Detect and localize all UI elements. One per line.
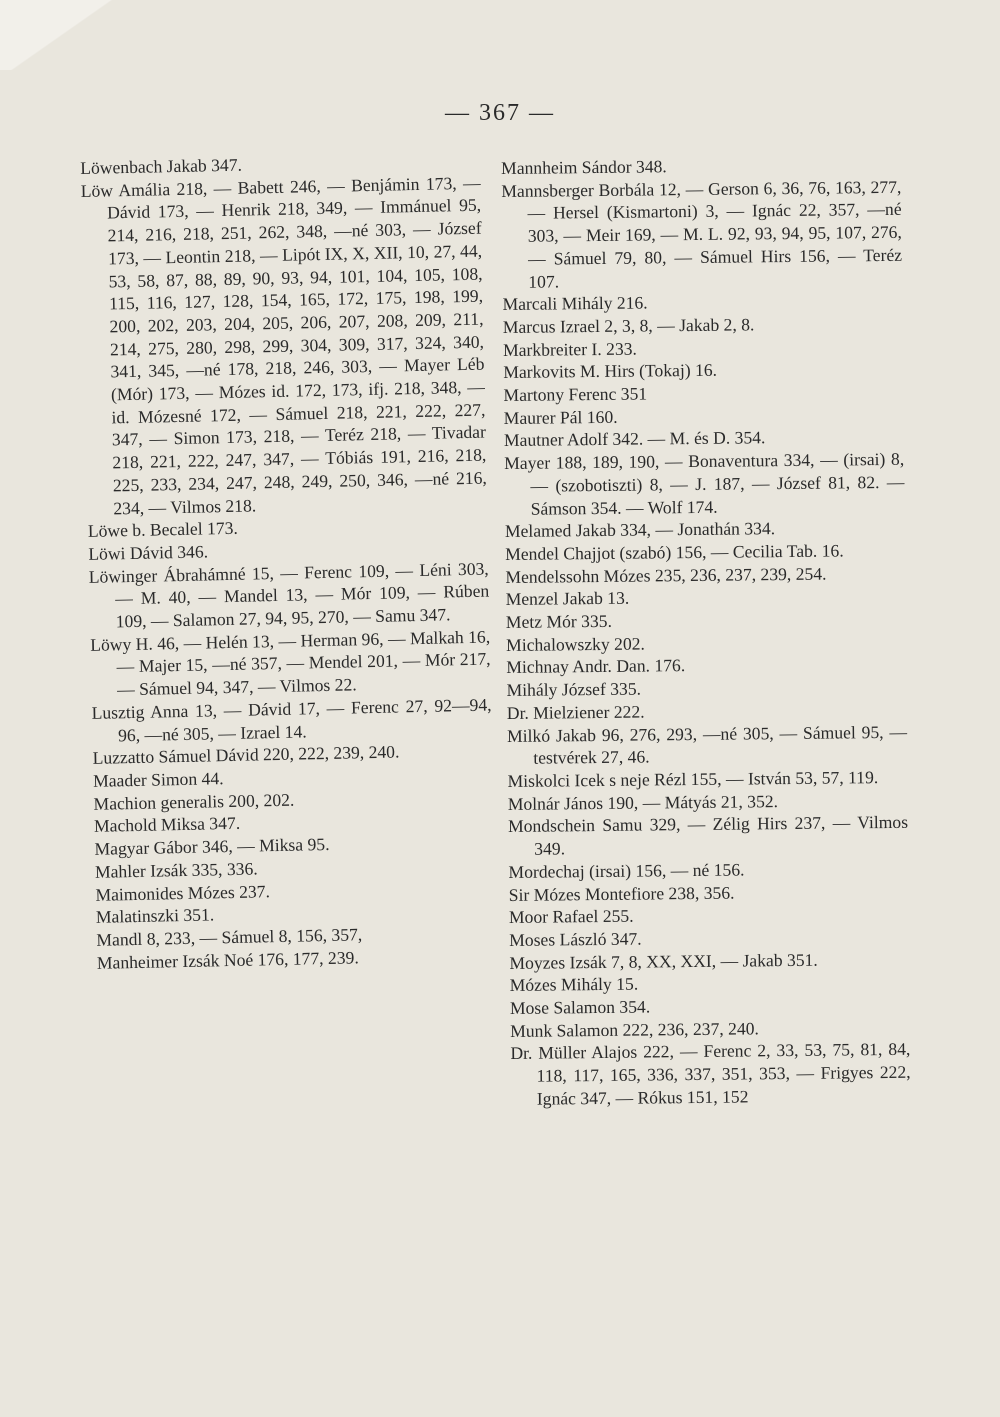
index-entry-maader: Maader Simon 44. <box>92 768 224 791</box>
index-entry: Lusztig Anna 13, — Dávid 17, — Ferenc 27, 92—94, 96, —né 305, — Izrael 14. <box>91 694 492 745</box>
index-entry: Molnár János 190, — Mátyás 21, 352. <box>507 790 779 814</box>
index-entry: Michnay Andr. Dan. 176. <box>506 655 686 678</box>
index-entry: Marcus Izrael 2, 3, 8, — Jakab 2, 8. <box>502 314 755 337</box>
index-entry: Moyzes Izsák 7, 8, XX, XXI, — Jakab 351. <box>509 949 818 973</box>
index-entry: Milkó Jakab 96, 276, 293, —né 305, — Sámuel 95, — testvérek 27, 46. <box>506 721 908 768</box>
index-entry: Melamed Jakab 334, — Jonathán 334. <box>504 518 776 542</box>
index-entry: Mendelssohn Mózes 235, 236, 237, 239, 254. <box>505 563 827 587</box>
index-entry: Michalowszky 202. <box>506 633 645 655</box>
index-entry: Dr. Müller Alajos 222, — Ferenc 2, 33, 53, 75, 81, 84, 118, 117, 165, 336, 337, 351, 353, — Frigyes 222, Ignác 347, — Rókus 151, 152 <box>510 1039 911 1109</box>
index-entry: Manheimer Izsák Noé 176, 177, 239. <box>96 946 359 973</box>
index-entry: Machold Miksa 347. <box>93 813 241 837</box>
index-entry: Metz Mór 335. <box>505 610 613 633</box>
index-entry: Menzel Jakab 13. <box>505 588 630 610</box>
index-entry: Löwinger Ábrahámné 15, — Ferenc 109, — Léni 303, — M. 40, — Mandel 13, — Mór 109, — Rúben 109, — Salamon 27, 94, 95, 270, — Samu 347. <box>88 558 490 632</box>
page-number: — 367 — <box>445 100 555 126</box>
index-entry: Moor Rafael 255. <box>508 905 634 928</box>
index-entry: Machion generalis 200, 202. <box>93 789 295 814</box>
index-entry: Maurer Pál 160. <box>503 406 618 428</box>
index-entry: Maimonides Mózes 237. <box>95 880 271 905</box>
index-column-right <box>501 153 911 1111</box>
page-corner-fold <box>0 0 130 70</box>
index-entry: Moses László 347. <box>509 928 642 950</box>
index-entry: Löwe b. Becalel 173. <box>87 518 239 542</box>
index-entry: Mahler Izsák 335, 336. <box>94 858 258 882</box>
index-entry: Löw Amália 218, — Babett 246, — Benjámin 173, — Dávid 173, — Henrik 218, 349, — Immánuel 95, 214, 216, 218, 251, 262, 348, —né 303, — József 173, — Leontin 218, — Lipót IX, X, XII, 10, 27, 44, 53, 58, 87, 88, 89, 90, 93, 94, 101, 104, 105, 108, 115, 116, 127, 128, 154, 165, 172, 175, 198, 199, 200, 202, 203, 204, 205, 206, 207, 208, 209, 211, 214, 275, 280, 298, 299, 304, 309, 317, 324, 340, 341, 345, —né 178, 218, 246, 303, — Mayer Léb (Mór) 173, — Mózes id. 172, 173, ifj. 218, 348, — id. Mózesné 172, — Sámuel 218, 221, 222, 227, 347, — Simon 173, 218, — Teréz 218, — Tivadar 218, 221, 222, 247, 347, — Tóbiás 191, 216, 218, 225, 233, 234, 247, 248, 249, 250, 346, —né 216, 234, — Vilmos 218. <box>80 172 488 518</box>
index-entry: Mondschein Samu 329, — Zélig Hirs 237, — Vilmos 349. <box>507 812 909 859</box>
index-entry: Miskolci Icek s neje Rézl 155, — István 53, 57, 119. <box>507 767 879 791</box>
index-entry: Mannheim Sándor 348. <box>501 156 667 178</box>
index-entry: Mordechaj (irsai) 156, — né 156. <box>508 859 745 882</box>
index-entry: Mautner Adolf 342. — M. és D. 354. <box>503 427 766 451</box>
index-entry: Mihály József 335. <box>506 678 642 701</box>
index-entry: Martony Ferenc 351 <box>503 383 648 406</box>
index-entry: Dr. Mielziener 222. <box>506 701 645 723</box>
index-entry: Sir Mózes Montefiore 238, 356. <box>508 882 735 905</box>
index-entry: Munk Salamon 222, 236, 237, 240. <box>510 1018 760 1041</box>
index-entry: Luzzatto Sámuel Dávid 220, 222, 239, 240. <box>92 741 400 769</box>
index-entry: Mose Salamon 354. <box>509 996 651 1018</box>
index-entry: Marcali Mihály 216. <box>502 292 648 315</box>
index-entry: Malatinszki 351. <box>95 904 215 928</box>
index-entry: Markovits M. Hirs (Tokaj) 16. <box>503 360 718 383</box>
index-entry: Mandl 8, 233, — Sámuel 8, 156, 357, <box>96 924 363 950</box>
index-entry: Magyar Gábor 346, — Miksa 95. <box>94 834 330 859</box>
index-entry: Löwy H. 46, — Helén 13, — Herman 96, — Malkah 16, — Majer 15, —né 357, — Mendel 201, — Mór 217, — Sámuel 94, 347, — Vilmos 22. <box>90 626 491 700</box>
index-entry: Mannsberger Borbála 12, — Gerson 6, 36, 76, 163, 277, — Hersel (Kismartoni) 3, — Ignác 22, 357, —né 303, — Meir 169, — M. L. 92, 93, 94, 95, 107, 276, — Sámuel 79, 80, — Sámuel Hirs 156, — Teréz 107. <box>501 176 903 292</box>
index-column-left <box>80 149 497 975</box>
index-entry: Löwi Dávid 346. <box>88 541 209 564</box>
index-entry: Mayer 188, 189, 190, — Bonaventura 334, — (irsai) 8, — (szobotiszti) 8, — J. 187, — József 81, 82. — Sámson 354. — Wolf 174. <box>504 448 905 519</box>
index-entry: Löwenbach Jakab 347. <box>80 154 243 178</box>
index-entry: Mózes Mihály 15. <box>509 973 639 996</box>
index-entry: Mendel Chajjot (szabó) 156, — Cecilia Tab. 16. <box>505 540 844 564</box>
index-entry: Markbreiter I. 233. <box>502 338 637 360</box>
